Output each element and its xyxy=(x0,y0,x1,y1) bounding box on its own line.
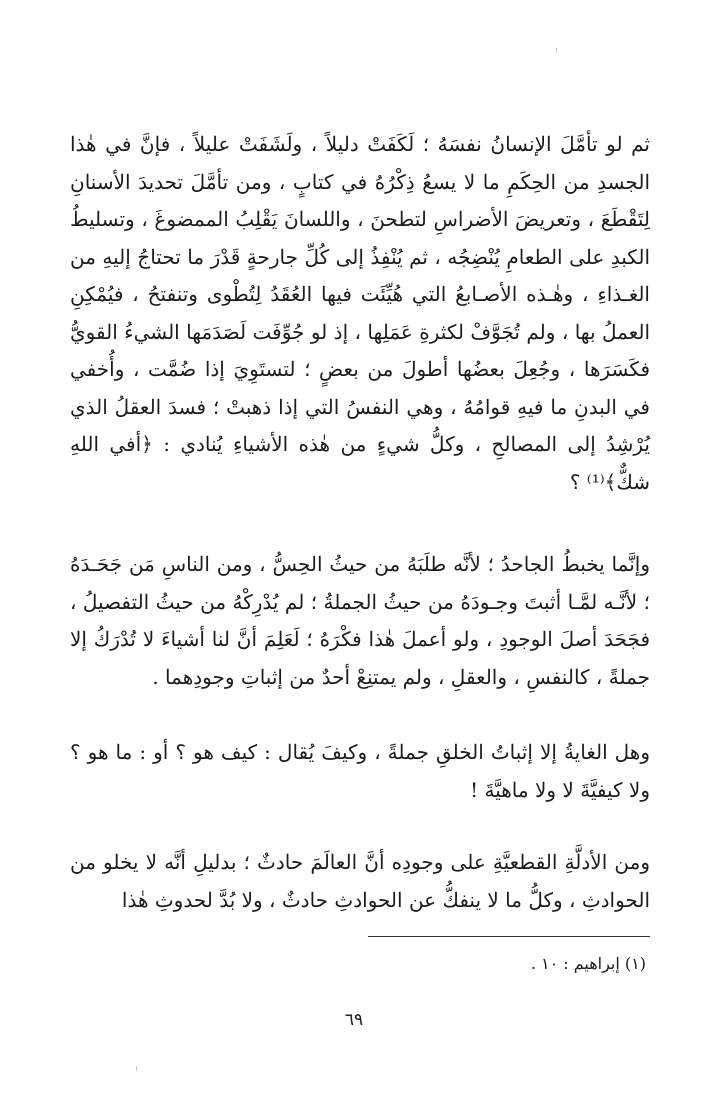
paragraph-text: وهل الغايةُ إلا إثباتُ الخلقِ جملةً ، وكيفَ يُقال : كيف هو ؟ أو : ما هو ؟ ولا كيفيَّةَ لا ولا ماهيَّةَ ! xyxy=(70,740,650,802)
page-number: ٦٩ xyxy=(344,1010,364,1030)
body-paragraph-2 xyxy=(70,546,650,696)
footnote-divider xyxy=(368,936,650,937)
body-paragraph-3 xyxy=(70,734,650,809)
body-paragraph-4 xyxy=(70,844,650,919)
paragraph-text: ومن الأدلَّةِ القطعيَّةِ على وجودِه أنَّ العالَمَ حادثٌ ؛ بدليلِ أنَّه لا يخلو من الحوادثِ ، وكلُّ ما لا ينفكُّ عن الحوادثِ حادثٌ ، ولا بُدَّ لحدوثِ هٰذا xyxy=(70,850,650,912)
footnote: (١) إبراهيم : ١٠ . xyxy=(530,954,646,973)
body-paragraph-1 xyxy=(70,126,650,501)
paragraph-text: وإنَّما يخبطُ الجاحدُ ؛ لأنَّه طلَبَهُ من حيثُ الحِسُّ ، ومن الناسِ مَن جَحَـدَهُ ؛ لأنَّـه لمَّـا أثبتَ وجـودَهُ من حيثُ الجملةُ ؛ لم يُدْرِكْهُ من حيثُ التفصيلُ ، فجَحَدَ أصلَ الوجودِ ، ولو أعملَ هٰذا فكْرَهُ ؛ لَعَلِمَ أنَّ لنا أشياءَ لا تُدْرَكُ إلا جملةً ، كالنفسِ ، والعقلِ ، ولم يمتنِعْ أحدٌ من إثباتِ وجودِهما . xyxy=(70,552,650,689)
scan-mark xyxy=(556,48,557,53)
scan-mark xyxy=(136,1066,137,1071)
paragraph-text: ثم لو تأمَّلَ الإنسانُ نفسَهُ ؛ لَكَفَتْ دليلاً ، ولَشَفَتْ عليلاً ، فإنَّ في هٰذا الجسدِ من الحِكَمِ ما لا يسعُ ذِكْرُهُ في كتابٍ ، ومن تأمَّلَ تحديدَ الأسنانِ لِتَقْطَعَ ، وتعريضَ الأضراسِ لتطحنَ ، واللسانَ يَقْلِبُ الممضوغَ ، وتسليطُ الكبدِ على الطعامِ يُنْضِجُه ، ثم يُنْفِذُ إلى كُلِّ جارحةٍ قَدْرَ ما تحتاجُ إليهِ من الغـذاءِ ، وهٰـذه الأصـابعُ التي هُيِّئَت فيها العُقَدُ لِتُطْوى وتنفتحُ ، فيُمْكِنِ العملُ بها ، ولم تُجَوَّفْ لكثرةِ عَمَلِها ، إذ لو جُوِّفَت لَصَدَمَها الشيءُ القويُّ فكَسَرَها ، وجُعِلَ بعضُها أطولَ من بعضٍ ؛ لتستَوِيَ إذا ضُمَّت ، وأُخفي في البدنِ ما فيهِ قوامُهُ ، وهي النفسُ التي إذا ذهبتْ ؛ فسدَ العقلُ الذي يُرْشِدُ إلى المصالحِ ، وكلُّ شيءٍ من هٰذه الأشياءِ يُنادي : ﴿أفي اللهِ شكٌّ﴾⁽¹⁾ ؟ xyxy=(70,132,650,494)
